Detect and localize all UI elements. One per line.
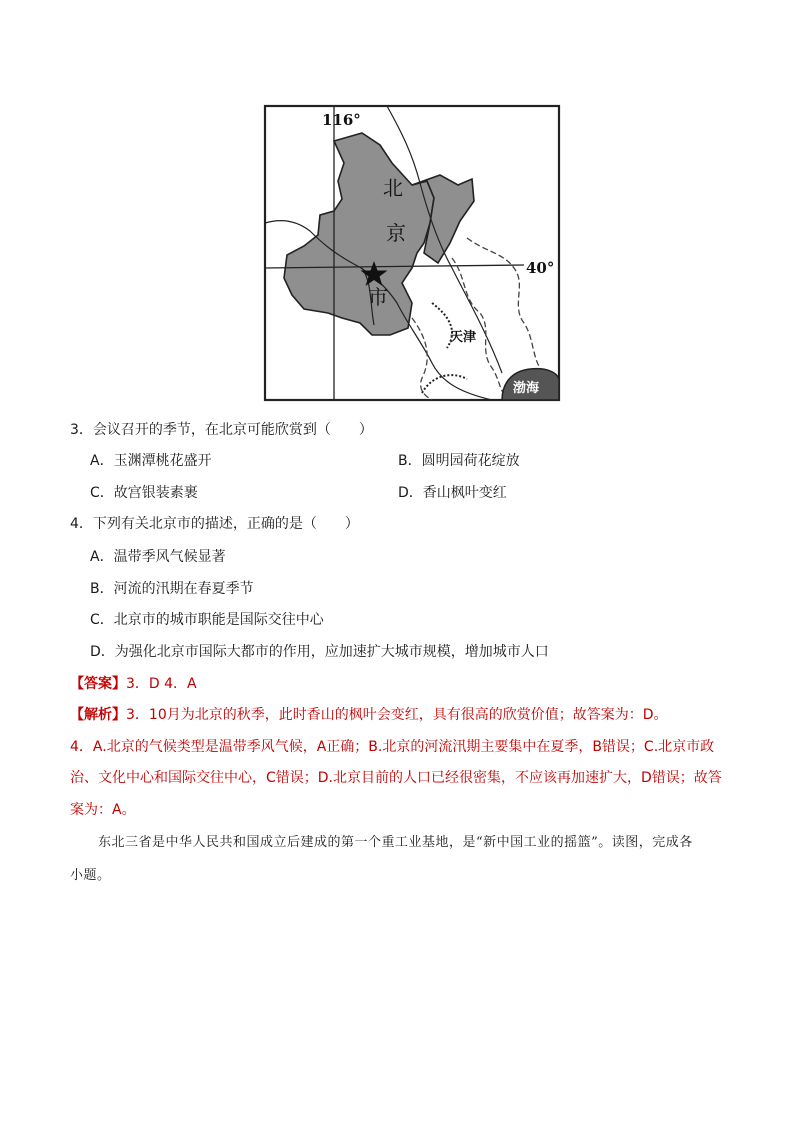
analysis-text-1: 3．10月为北京的秋季，此时香山的枫叶会变红，具有很高的欣赏价值；故答案为：D。 xyxy=(126,707,668,723)
question-3-option-c: C．故宫银装素裹 xyxy=(90,485,198,501)
next-section-intro-1: 东北三省是中华人民共和国成立后建成的第一个重工业基地，是“新中国工业的摇篮”。读图，完成各 xyxy=(98,835,693,850)
analysis-line-3: 治、文化中心和国际交往中心，C错误；D.北京目前的人口已经很密集，不应该再加速扩大，D错误；故答 xyxy=(70,770,722,786)
beijing-map xyxy=(262,103,564,405)
latitude-label: 40° xyxy=(526,259,555,277)
analysis-label: 【解析】 xyxy=(70,707,126,723)
bohai-label: 渤海 xyxy=(513,381,540,396)
longitude-label: 116° xyxy=(322,111,361,129)
tianjin-label: 天津 xyxy=(450,330,477,345)
next-section-intro-2: 小题。 xyxy=(70,868,111,883)
question-4-option-c: C．北京市的城市职能是国际交往中心 xyxy=(90,612,324,628)
analysis-line-1 xyxy=(70,705,668,725)
question-4-option-d: D．为强化北京市国际大都市的作用，应加速扩大城市规模，增加城市人口 xyxy=(90,644,549,660)
answer-text: 3．D 4．A xyxy=(126,676,197,692)
question-3-stem: 3．会议召开的季节，在北京可能欣赏到（ ） xyxy=(70,422,373,438)
question-3-option-d: D．香山枫叶变红 xyxy=(398,485,507,501)
beijing-map-svg xyxy=(262,103,564,405)
question-4-stem: 4．下列有关北京市的描述，正确的是（ ） xyxy=(70,516,359,532)
question-3-option-a: A．玉渊潭桃花盛开 xyxy=(90,453,212,469)
answer-label: 【答案】 xyxy=(70,676,126,692)
question-4-option-b: B．河流的汛期在春夏季节 xyxy=(90,581,254,597)
analysis-line-2: 4．A.北京的气候类型是温带季风气候，A正确；B.北京的河流汛期主要集中在夏季，B错误；C.北京市政 xyxy=(70,739,715,755)
beijing-char-1: 北 xyxy=(383,176,403,200)
answer-line xyxy=(70,674,197,694)
beijing-char-2: 京 xyxy=(386,221,406,245)
beijing-char-3: 市 xyxy=(368,285,388,309)
analysis-line-4: 案为：A。 xyxy=(70,802,136,818)
question-4-option-a: A．温带季风气候显著 xyxy=(90,549,226,565)
question-3-option-b: B．圆明园荷花绽放 xyxy=(398,453,520,469)
